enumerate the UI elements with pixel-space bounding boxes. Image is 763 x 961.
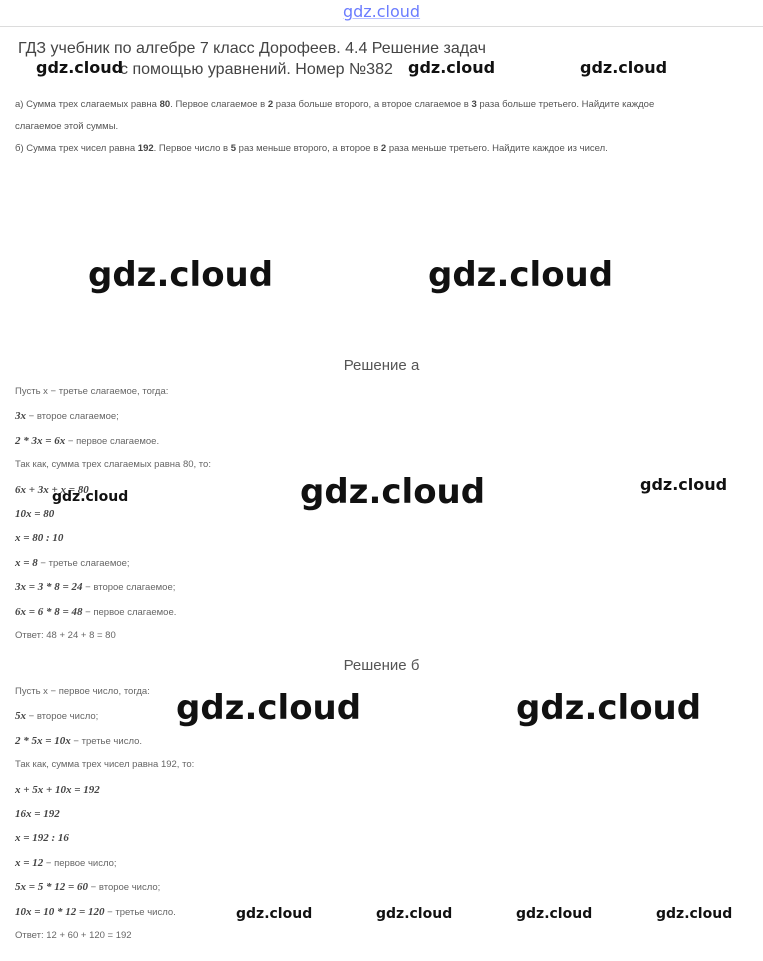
problem-b-text: раз меньше второго, а второе в	[236, 143, 381, 154]
formula: 3x	[15, 410, 26, 423]
watermark: gdz.cloud	[656, 906, 733, 922]
solution-line	[15, 410, 119, 422]
formula: 2 * 3x = 6x	[15, 434, 66, 447]
solution-text: − второе число;	[26, 711, 99, 723]
solution-line	[15, 581, 175, 593]
solution-text: Пусть x − третье слагаемое, тогда:	[15, 386, 169, 397]
solution-text: − третье число.	[70, 735, 143, 747]
problem-b-number: 2	[380, 143, 387, 154]
solution-text: − первое слагаемое.	[82, 606, 177, 618]
problem-b	[15, 138, 755, 160]
solution-line	[15, 630, 116, 641]
watermark: gdz.cloud	[580, 58, 668, 77]
problem-a-number: 80	[159, 99, 171, 110]
solution-text: − второе число;	[88, 882, 161, 894]
solution-text: Пусть x − первое число, тогда:	[15, 686, 150, 697]
solution-line	[15, 881, 160, 893]
problem-a	[15, 94, 755, 138]
watermark: gdz.cloud	[516, 906, 593, 922]
solution-text: − третье число.	[104, 906, 176, 918]
watermark: gdz.cloud	[88, 255, 274, 295]
solution-line	[15, 784, 100, 796]
solution-line	[15, 532, 63, 544]
solution-line	[15, 930, 132, 941]
problem-a-text: раза больше второго, а второе слагаемое в	[273, 99, 472, 110]
formula: 3x = 3 * 8 = 24	[15, 581, 83, 594]
formula: 2 * 5x = 10x	[15, 734, 71, 747]
solution-text: Ответ: 12 + 60 + 120 = 192	[15, 930, 132, 941]
solution-line	[15, 808, 60, 820]
watermark: gdz.cloud	[176, 688, 362, 728]
solution-line	[15, 459, 211, 470]
formula: 6x = 6 * 8 = 48	[15, 605, 83, 618]
problem-b-text: раза меньше третьего. Найдите каждое из чисел.	[386, 143, 608, 154]
solution-text: − третье слагаемое;	[37, 557, 130, 569]
watermark: gdz.cloud	[300, 472, 486, 512]
problem-a-number: 2	[267, 99, 274, 110]
site-logo-link[interactable]: gdz.cloud	[342, 2, 421, 21]
solution-line	[15, 906, 176, 918]
page-title-line1: ГДЗ учебник по алгебре 7 класс Дорофеев. 4.4 Решение задач	[18, 40, 486, 57]
solution-line	[15, 832, 69, 844]
watermark: gdz.cloud	[236, 906, 313, 922]
problem-a-text: а) Сумма трех слагаемых равна	[15, 99, 160, 110]
solution-line	[15, 857, 117, 869]
formula: 10x = 80	[15, 508, 55, 520]
problem-b-number: 192	[137, 143, 154, 154]
watermark: gdz.cloud	[640, 475, 728, 494]
page-title-line2: с помощью уравнений. Номер №382	[120, 61, 393, 78]
solution-line	[15, 686, 150, 697]
solution-line	[15, 759, 194, 770]
formula: x = 8	[15, 556, 38, 569]
solution-line	[15, 386, 168, 397]
top-bar	[0, 0, 763, 27]
solution-text: − первое число;	[43, 857, 117, 869]
solution-text: − второе слагаемое;	[26, 411, 119, 423]
watermark: gdz.cloud	[428, 255, 614, 295]
solution-line	[15, 710, 98, 722]
solution-text: − второе слагаемое;	[82, 582, 176, 594]
solution-line	[15, 606, 176, 618]
problem-a-text: слагаемое этой суммы.	[15, 121, 119, 132]
solution-text: Ответ: 48 + 24 + 8 = 80	[15, 630, 116, 641]
formula: 5x = 5 * 12 = 60	[15, 881, 89, 894]
formula: 10x = 10 * 12 = 120	[15, 905, 105, 918]
solution-line	[15, 435, 159, 447]
formula: 5x	[15, 710, 26, 723]
formula: x = 192 : 16	[15, 832, 69, 845]
formula: x = 80 : 10	[15, 532, 64, 545]
problem-a-text: . Первое слагаемое в	[170, 99, 268, 110]
watermark: gdz.cloud	[516, 688, 702, 728]
problem-a-number: 3	[471, 99, 477, 110]
solution-line	[15, 557, 130, 569]
formula: 6x + 3x + x = 80	[15, 483, 89, 496]
watermark: gdz.cloud	[52, 489, 129, 505]
watermark: gdz.cloud	[408, 58, 496, 77]
solution-text: − первое слагаемое.	[65, 435, 160, 447]
problem-b-number: 5	[230, 143, 237, 154]
formula: 16x = 192	[15, 808, 60, 820]
formula: x = 12	[15, 856, 44, 869]
problem-a-text: раза больше третьего. Найдите каждое	[476, 99, 655, 110]
solution-text: Так как, сумма трех слагаемых равна 80, то:	[15, 459, 211, 471]
watermark: gdz.cloud	[376, 906, 453, 922]
problem-b-text: б) Сумма трех чисел равна	[15, 143, 138, 154]
solution-line	[15, 508, 54, 520]
solution-text: Так как, сумма трех чисел равна 192, то:	[15, 759, 195, 771]
solution-a-heading: Решение а	[343, 357, 420, 374]
problem-b-text: . Первое число в	[153, 143, 231, 154]
watermark: gdz.cloud	[36, 58, 124, 77]
solution-b-heading: Решение б	[343, 657, 420, 674]
formula: x + 5x + 10x = 192	[15, 783, 100, 796]
solution-line	[15, 735, 142, 747]
